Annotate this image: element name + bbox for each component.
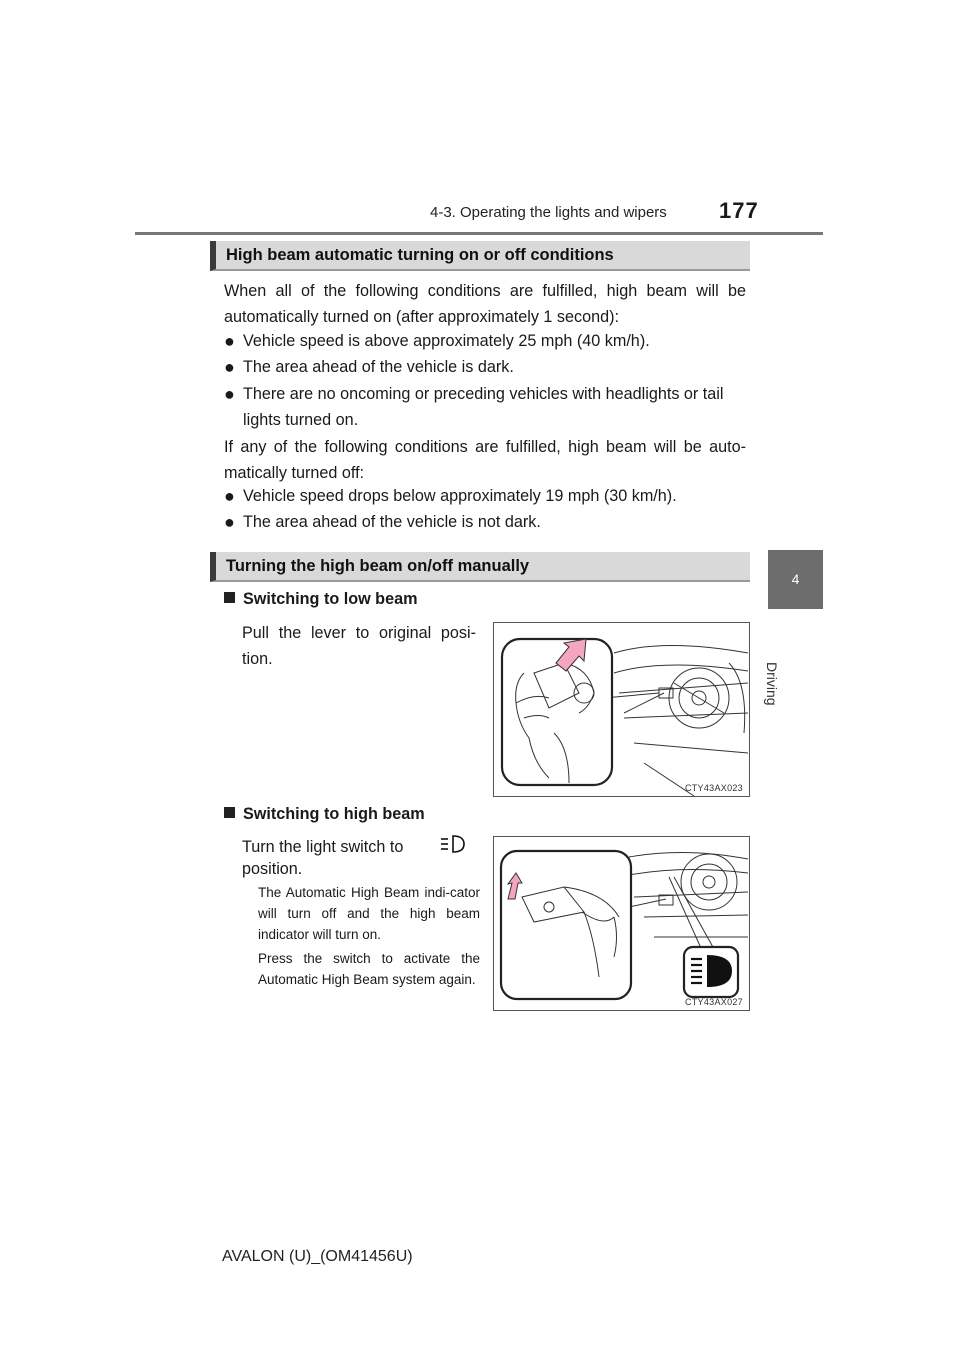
- list-item-text: Vehicle speed drops below approximately 19 mph (30 km/h).: [243, 487, 677, 505]
- chapter-title: 4-3. Operating the lights and wipers: [430, 204, 667, 221]
- figure-code: CTY43AX027: [684, 997, 743, 1007]
- chapter-tab-label-text: Driving: [764, 662, 780, 706]
- high-beam-note-2: Press the switch to activate the Automatic High Beam system again.: [258, 951, 480, 987]
- high-beam-icon: [440, 834, 466, 856]
- intro-off-paragraph: If any of the following conditions are fulfilled, high beam will be auto-matically turned off:: [224, 438, 746, 482]
- section-heading-text: Turning the high beam on/off manually: [226, 557, 530, 575]
- list-item-text: There are no oncoming or preceding vehicles with headlights or tail lights turned on.: [243, 385, 724, 429]
- footer-model: AVALON (U)_(OM41456U): [222, 1248, 413, 1265]
- subheading-text: Switching to high beam: [243, 805, 425, 823]
- square-bullet-icon: [224, 592, 235, 603]
- bullet-icon: ●: [224, 357, 235, 377]
- high-beam-illustration: [494, 837, 749, 1010]
- bullet-icon: ●: [224, 384, 235, 404]
- bullet-icon: ●: [224, 512, 235, 532]
- subheading-low-beam: [224, 590, 417, 609]
- bullet-icon: ●: [224, 331, 235, 351]
- list-item-text: Vehicle speed is above approximately 25 mph (40 km/h).: [243, 332, 650, 350]
- square-bullet-icon: [224, 807, 235, 818]
- high-beam-text-part1: Turn the light switch to: [242, 838, 404, 856]
- figure-high-beam: [493, 836, 750, 1011]
- bullet-icon: ●: [224, 486, 235, 506]
- low-beam-text-line1: Pull the lever to original posi-: [242, 624, 476, 642]
- subheading-text: Switching to low beam: [243, 590, 418, 608]
- figure-code: CTY43AX023: [684, 783, 743, 793]
- low-beam-text-line2: tion.: [242, 650, 273, 668]
- page-number: 177: [719, 198, 759, 223]
- list-item-text: The area ahead of the vehicle is dark.: [243, 358, 514, 376]
- chapter-tab-label: [764, 612, 820, 706]
- section-heading-text: High beam automatic turning on or off conditions: [226, 246, 614, 264]
- high-beam-note-1: The Automatic High Beam indi-cator will turn off and the high beam indicator will turn on.: [258, 885, 480, 942]
- figure-low-beam: [493, 622, 750, 797]
- header-rule: [135, 232, 823, 235]
- low-beam-illustration: [494, 623, 749, 796]
- high-beam-text-part2: position.: [242, 860, 303, 878]
- section-heading-auto-high-beam: [210, 241, 750, 271]
- list-item-text: The area ahead of the vehicle is not dark.: [243, 513, 541, 531]
- chapter-tab: 4: [768, 550, 823, 609]
- intro-on-paragraph: When all of the following conditions are fulfilled, high beam will be automatically turned on (after approximately 1 second):: [224, 282, 746, 326]
- section-heading-manual-high-beam: [210, 552, 750, 582]
- subheading-high-beam: [224, 805, 425, 824]
